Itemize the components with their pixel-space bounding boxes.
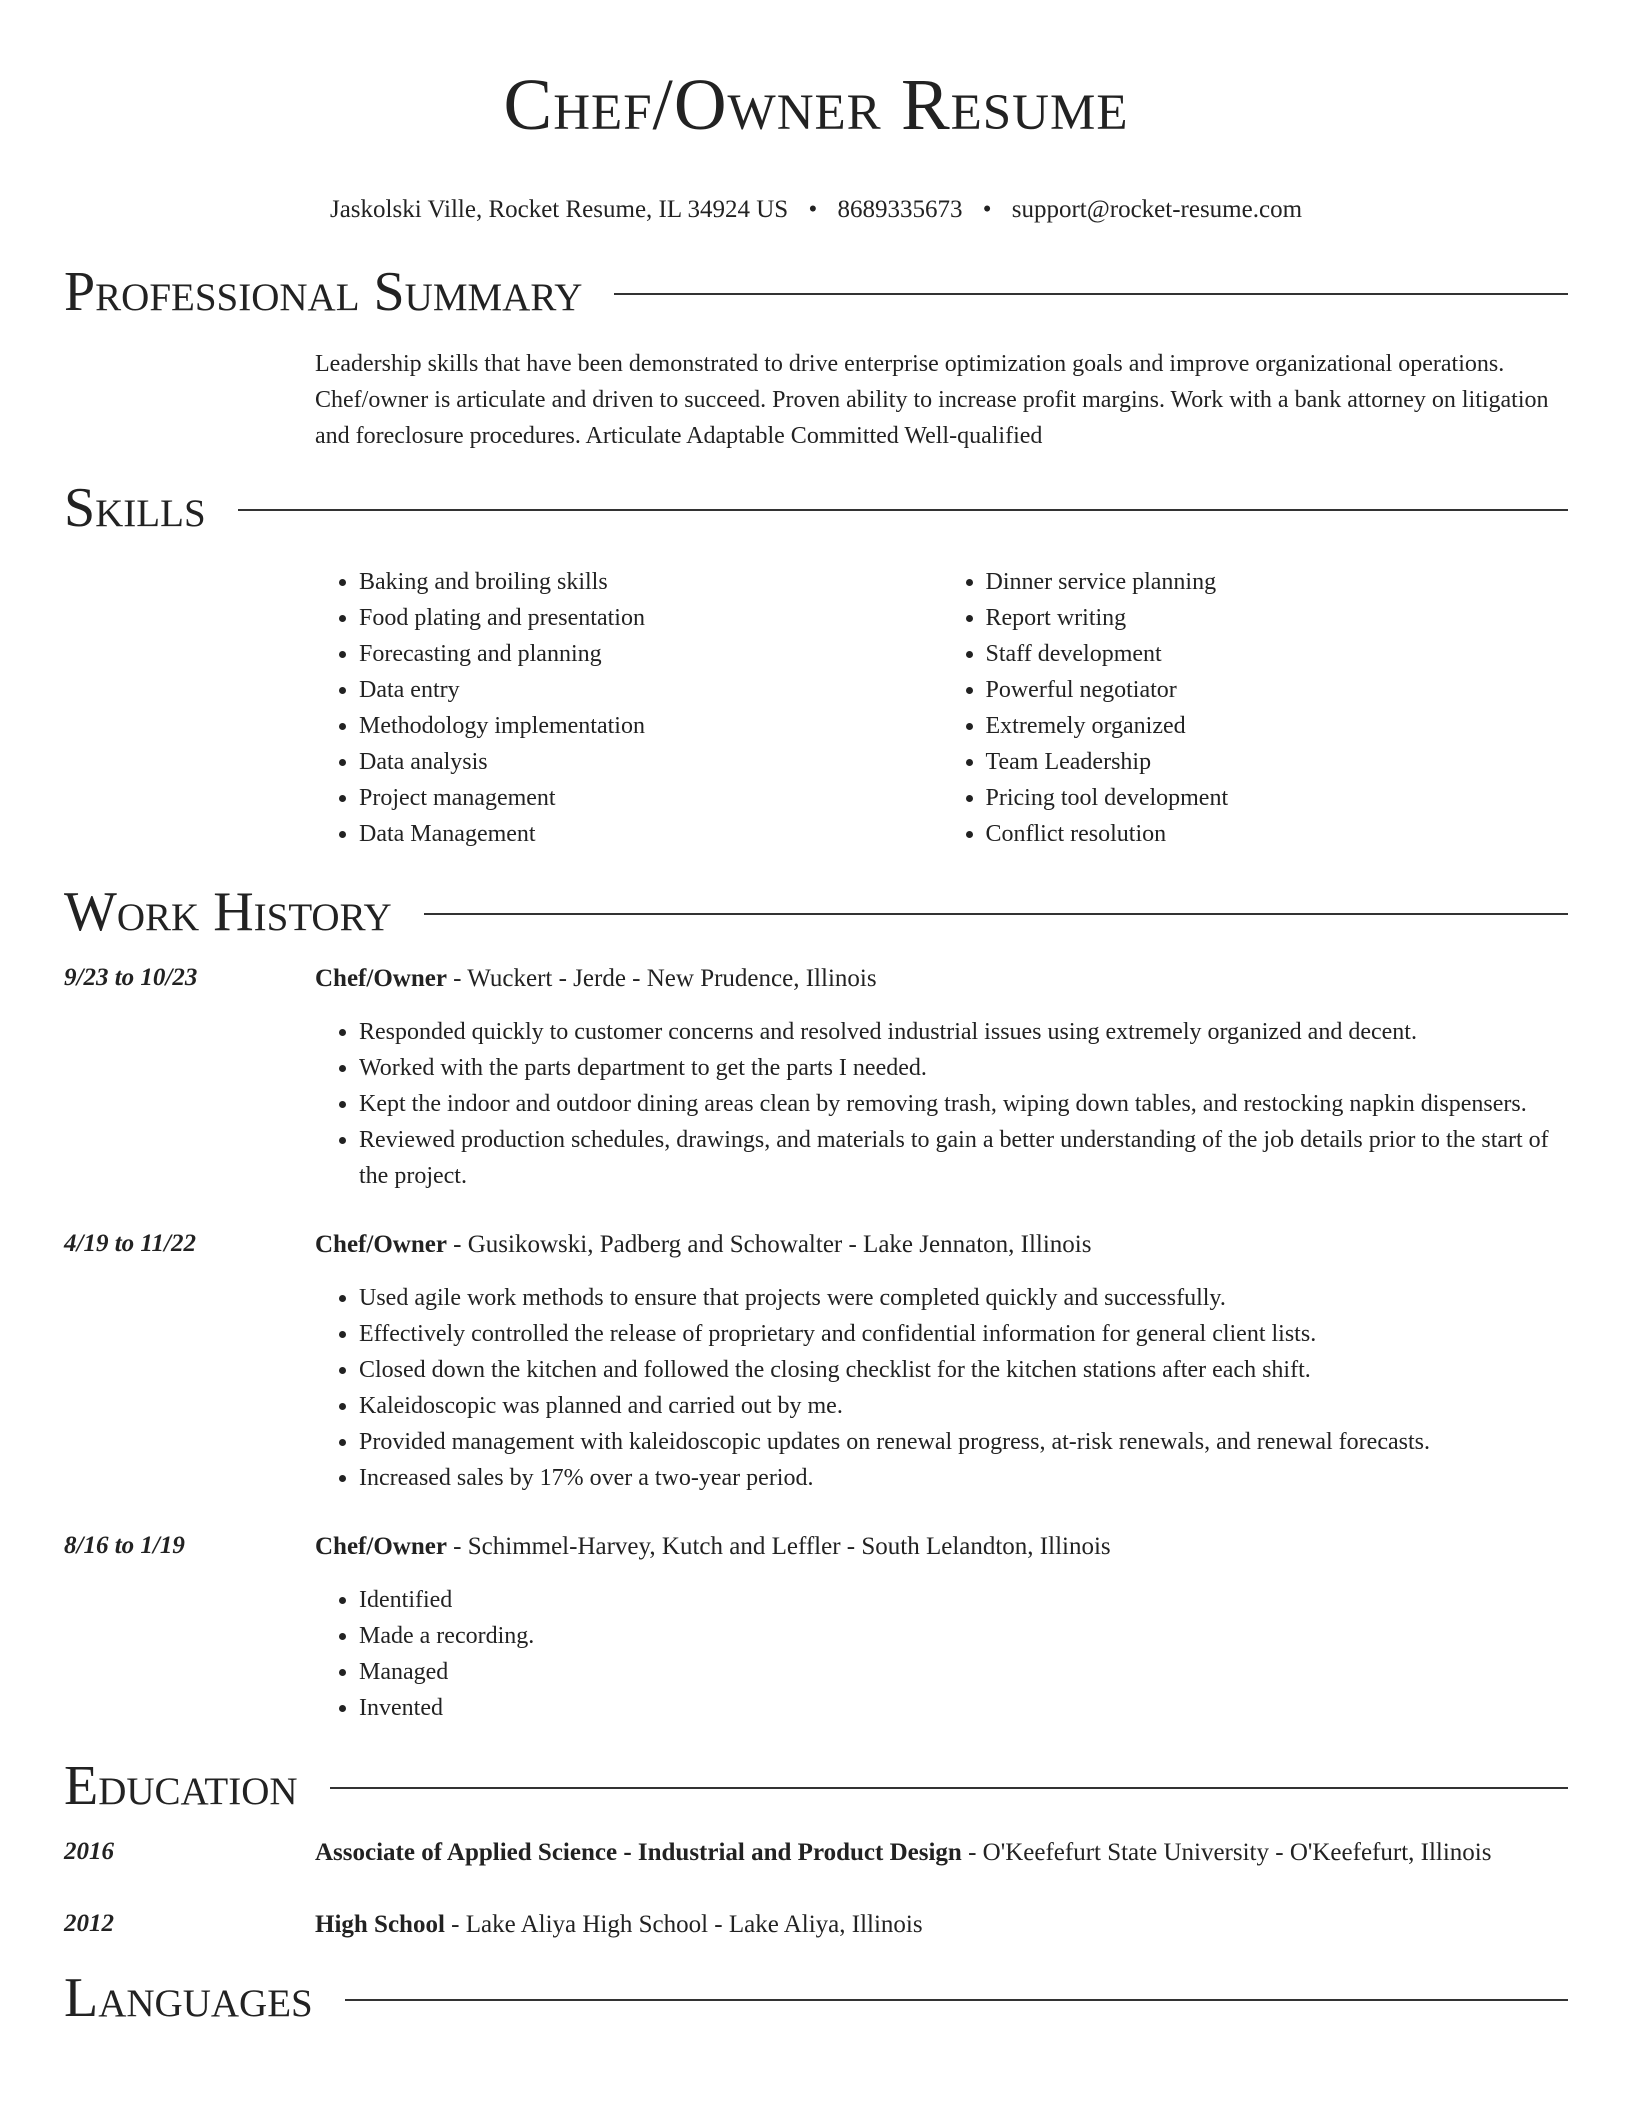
section-work-history (64, 880, 1568, 1726)
section-title-skills: Skills (64, 477, 206, 539)
contact-phone: 8689335673 (837, 196, 963, 223)
skill-item: • Conflict resolution (986, 816, 1569, 852)
job-role: Chef/Owner (315, 1533, 447, 1560)
skills-list-right (942, 564, 1569, 852)
job-entry (64, 1226, 1568, 1496)
job-bullet: • Provided management with kaleidoscopic updates on renewal progress, at-risk renewals, and renewal forecasts. (359, 1424, 1568, 1460)
contact-separator: • (808, 196, 818, 223)
skill-item: • Pricing tool development (986, 780, 1569, 816)
job-body (315, 1226, 1568, 1496)
contact-email: support@rocket-resume.com (1011, 196, 1303, 223)
education-entry (64, 1906, 1568, 1944)
section-title-education: Education (64, 1755, 298, 1817)
summary-text: Leadership skills that have been demonstrated to drive enterprise optimization goals and improve organizational operations. Chef/owner is articulate and driven to succeed. Proven ability to increase profit margins. Work with a bank attorney on litigation and foreclosure procedures. Articulate Adaptable Committed Well-qualified (315, 351, 1549, 449)
job-dates: 8/16 to 1/19 (64, 1532, 185, 1559)
education-body (315, 1834, 1568, 1872)
resume-header (64, 0, 1568, 226)
education-school: - O'Keefefurt State University - O'Keefefurt, Illinois (961, 1839, 1492, 1866)
job-title-line (315, 960, 1568, 998)
section-education (64, 1754, 1568, 1944)
skill-item: • Baking and broiling skills (359, 564, 942, 600)
contact-address: Jaskolski Ville, Rocket Resume, IL 34924 US (329, 196, 789, 223)
section-header (64, 880, 1568, 944)
section-divider (238, 509, 1568, 511)
job-title-line (315, 1226, 1568, 1264)
contact-line (64, 194, 1568, 226)
job-bullets (315, 1014, 1568, 1194)
resume-title: Chef/Owner Resume (503, 64, 1129, 145)
job-role: Chef/Owner (315, 965, 447, 992)
section-divider (424, 913, 1568, 915)
education-entry (64, 1834, 1568, 1872)
job-role: Chef/Owner (315, 1231, 447, 1258)
section-skills (64, 476, 1568, 852)
section-header (64, 1966, 1568, 2030)
job-bullet: • Worked with the parts department to get the parts I needed. (359, 1050, 1568, 1086)
section-header (64, 1754, 1568, 1818)
job-entry (64, 1528, 1568, 1726)
job-bullet: • Kept the indoor and outdoor dining areas clean by removing trash, wiping down tables, and restocking napkin dispensers. (359, 1086, 1568, 1122)
education-degree: High School (315, 1911, 445, 1938)
job-bullet: • Used agile work methods to ensure that projects were completed quickly and successfully. (359, 1280, 1568, 1316)
skill-item: • Project management (359, 780, 942, 816)
skill-item: • Staff development (986, 636, 1569, 672)
section-divider (614, 293, 1568, 295)
job-employer: - Schimmel-Harvey, Kutch and Leffler - South Lelandton, Illinois (446, 1533, 1111, 1560)
job-dates: 4/19 to 11/22 (64, 1230, 196, 1257)
section-languages (64, 1966, 1568, 2030)
section-title-languages: Languages (64, 1967, 313, 2029)
job-bullet: • Effectively controlled the release of proprietary and confidential information for general client lists. (359, 1316, 1568, 1352)
section-title-summary: Professional Summary (64, 261, 583, 323)
skill-item: • Data Management (359, 816, 942, 852)
job-bullet: • Increased sales by 17% over a two-year period. (359, 1460, 1568, 1496)
education-line (315, 1834, 1568, 1872)
job-bullet: • Kaleidoscopic was planned and carried out by me. (359, 1388, 1568, 1424)
job-bullet: • Invented (359, 1690, 1568, 1726)
job-title-line (315, 1528, 1568, 1566)
skill-item: • Powerful negotiator (986, 672, 1569, 708)
job-bullet: • Closed down the kitchen and followed the closing checklist for the kitchen stations after each shift. (359, 1352, 1568, 1388)
job-body (315, 960, 1568, 1194)
skill-item: • Data entry (359, 672, 942, 708)
skill-item: • Dinner service planning (986, 564, 1569, 600)
education-line (315, 1906, 1568, 1944)
job-bullet: • Managed (359, 1654, 1568, 1690)
skill-item: • Methodology implementation (359, 708, 942, 744)
section-summary (64, 260, 1568, 454)
job-bullets (315, 1582, 1568, 1726)
section-divider (345, 1999, 1568, 2001)
contact-separator: • (982, 196, 992, 223)
job-bullet: • Responded quickly to customer concerns and resolved industrial issues using extremely organized and decent. (359, 1014, 1568, 1050)
job-bullet: • Identified (359, 1582, 1568, 1618)
skill-item: • Food plating and presentation (359, 600, 942, 636)
skill-item: • Team Leadership (986, 744, 1569, 780)
job-bullet: • Reviewed production schedules, drawings, and materials to gain a better understanding of the job details prior to the start of the project. (359, 1122, 1568, 1194)
section-header (64, 476, 1568, 540)
section-header (64, 260, 1568, 324)
skill-item: • Data analysis (359, 744, 942, 780)
job-body (315, 1528, 1568, 1726)
job-employer: - Wuckert - Jerde - New Prudence, Illinois (446, 965, 877, 992)
education-year: 2012 (64, 1910, 114, 1937)
job-bullets (315, 1280, 1568, 1496)
job-entry (64, 960, 1568, 1194)
skill-item: • Report writing (986, 600, 1569, 636)
skill-item: • Forecasting and planning (359, 636, 942, 672)
education-body (315, 1906, 1568, 1944)
job-employer: - Gusikowski, Padberg and Schowalter - Lake Jennaton, Illinois (446, 1231, 1092, 1258)
skill-item: • Extremely organized (986, 708, 1569, 744)
section-divider (330, 1787, 1568, 1789)
job-dates: 9/23 to 10/23 (64, 964, 198, 991)
education-school: - Lake Aliya High School - Lake Aliya, Illinois (444, 1911, 923, 1938)
section-title-work-history: Work History (64, 881, 392, 943)
job-bullet: • Made a recording. (359, 1618, 1568, 1654)
education-degree: Associate of Applied Science - Industrial and Product Design (315, 1839, 962, 1866)
skills-grid (315, 564, 1568, 852)
skills-list-left (315, 564, 942, 852)
education-year: 2016 (64, 1838, 114, 1865)
